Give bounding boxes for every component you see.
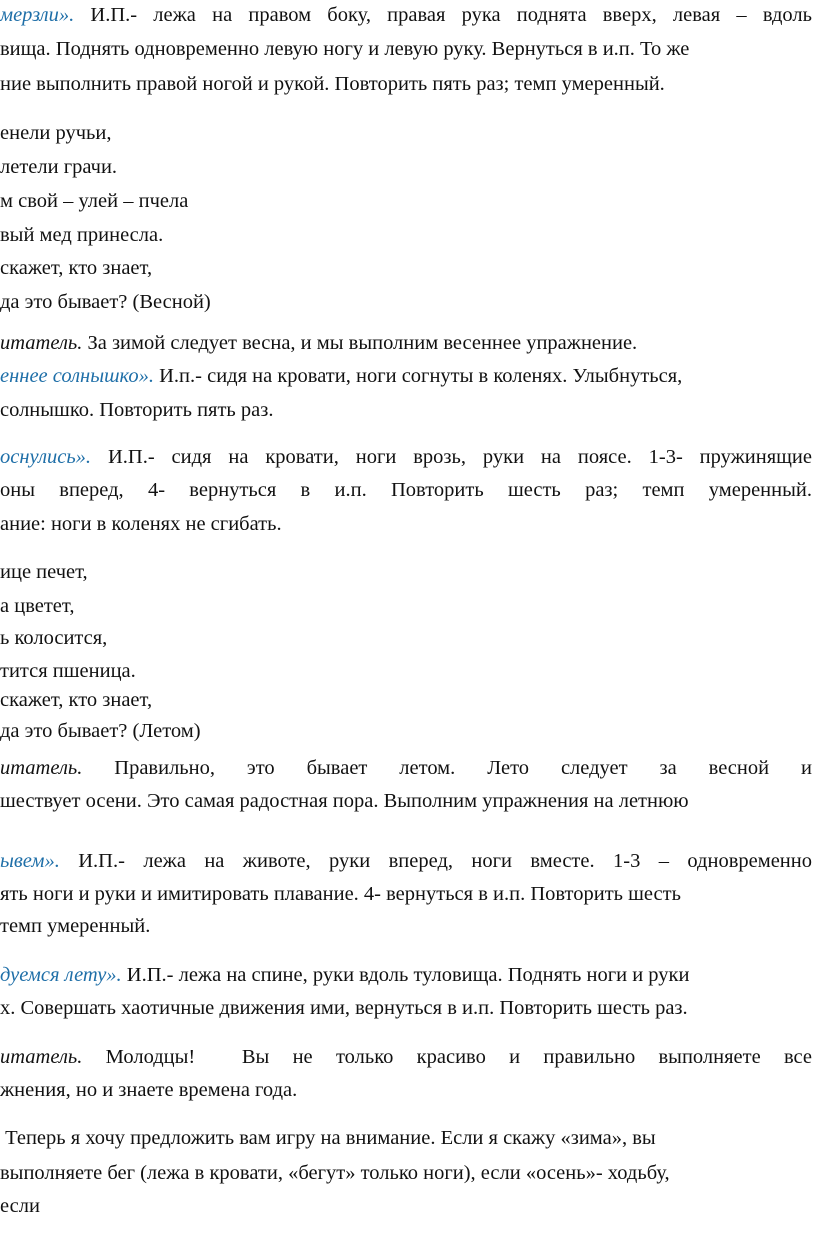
text-line-15: ание: ноги в коленях не сгибать. [0,513,282,535]
text-line-31: Теперь я хочу предложить вам игру на внимание. Если я скажу «зима», вы [0,1127,656,1149]
text-line-30: жнения, но и знаете времена года. [0,1079,298,1101]
line-text: Молодцы! Вы не только красиво и правильно выполняете все [82,1046,812,1068]
exercise-title: еннее солнышко». [0,365,154,387]
poem-line: скажет, кто знает, [0,257,153,279]
poem-line: да это бывает? (Летом) [0,720,201,742]
line-text: И.п.- сидя на кровати, ноги согнуты в коленях. Улыбнуться, [154,365,683,387]
line-text: И.П.- лежа на животе, руки вперед, ноги вместе. 1-3 – одновременно [59,850,812,872]
speaker-role: итатель. [0,757,83,779]
line-text: И.П.- лежа на правом боку, правая рука поднята вверх, левая – вдоль [74,4,812,26]
text-line-11 [0,364,816,392]
line-text: И.П.- сидя на кровати, ноги врозь, руки на поясе. 1-3- пружинящие [91,446,812,468]
text-line-29 [0,1045,812,1073]
poem-line: енели ручьи, [0,122,112,144]
text-line-32: выполняете бег (лежа в кровати, «бегут» только ноги), если «осень»- ходьбу, [0,1162,670,1184]
poem-line: ь колосится, [0,627,108,649]
text-line-2: вища. Поднять одновременно левую ногу и левую руку. Вернуться в и.п. То же [0,38,690,60]
text-line-25: ять ноги и руки и имитировать плавание. 4- вернуться в и.п. Повторить шесть [0,883,681,905]
text-line-14: оны вперед, 4- вернуться в и.п. Повторить шесть раз; темп умеренный. [0,479,812,501]
text-line-10 [0,331,816,359]
text-line-13 [0,445,812,473]
poem-line: м свой – улей – пчела [0,190,189,212]
line-text: За зимой следует весна, и мы выполним весеннее упражнение. [82,332,638,354]
text-line-26: темп умеренный. [0,915,151,937]
text-line-12: солнышко. Повторить пять раз. [0,399,274,421]
exercise-title: дуемся лету». [0,964,122,986]
text-line-23: шествует осени. Это самая радостная пора. Выполним упражнения на летнюю [0,790,689,812]
text-line-28: х. Совершать хаотичные движения ими, вернуться в и.п. Повторить шесть раз. [0,997,688,1019]
line-text: Правильно, это бывает летом. Лето следует за весной и [82,757,812,779]
text-line-3: ние выполнить правой ногой и рукой. Повторить пять раз; темп умеренный. [0,73,665,95]
line-text: И.П.- лежа на спине, руки вдоль туловища. Поднять ноги и руки [121,964,690,986]
poem-line: а цветет, [0,595,75,617]
poem-line: ице печет, [0,561,88,583]
exercise-title: ывем». [0,850,60,872]
speaker-role: итатель. [0,1046,83,1068]
text-line-27 [0,963,816,991]
poem-line: вый мед принесла. [0,224,164,246]
text-line-33: если [0,1195,40,1217]
exercise-title: оснулись». [0,446,92,468]
poem-line: летели грачи. [0,156,118,178]
poem-line: да это бывает? (Весной) [0,291,211,313]
text-line-24 [0,849,812,877]
text-line-22 [0,756,812,784]
text-line-1 [0,3,812,31]
poem-line: скажет, кто знает, [0,689,153,711]
exercise-title: мерзли». [0,4,75,26]
poem-line: тится пшеница. [0,660,136,682]
speaker-role: итатель. [0,332,83,354]
